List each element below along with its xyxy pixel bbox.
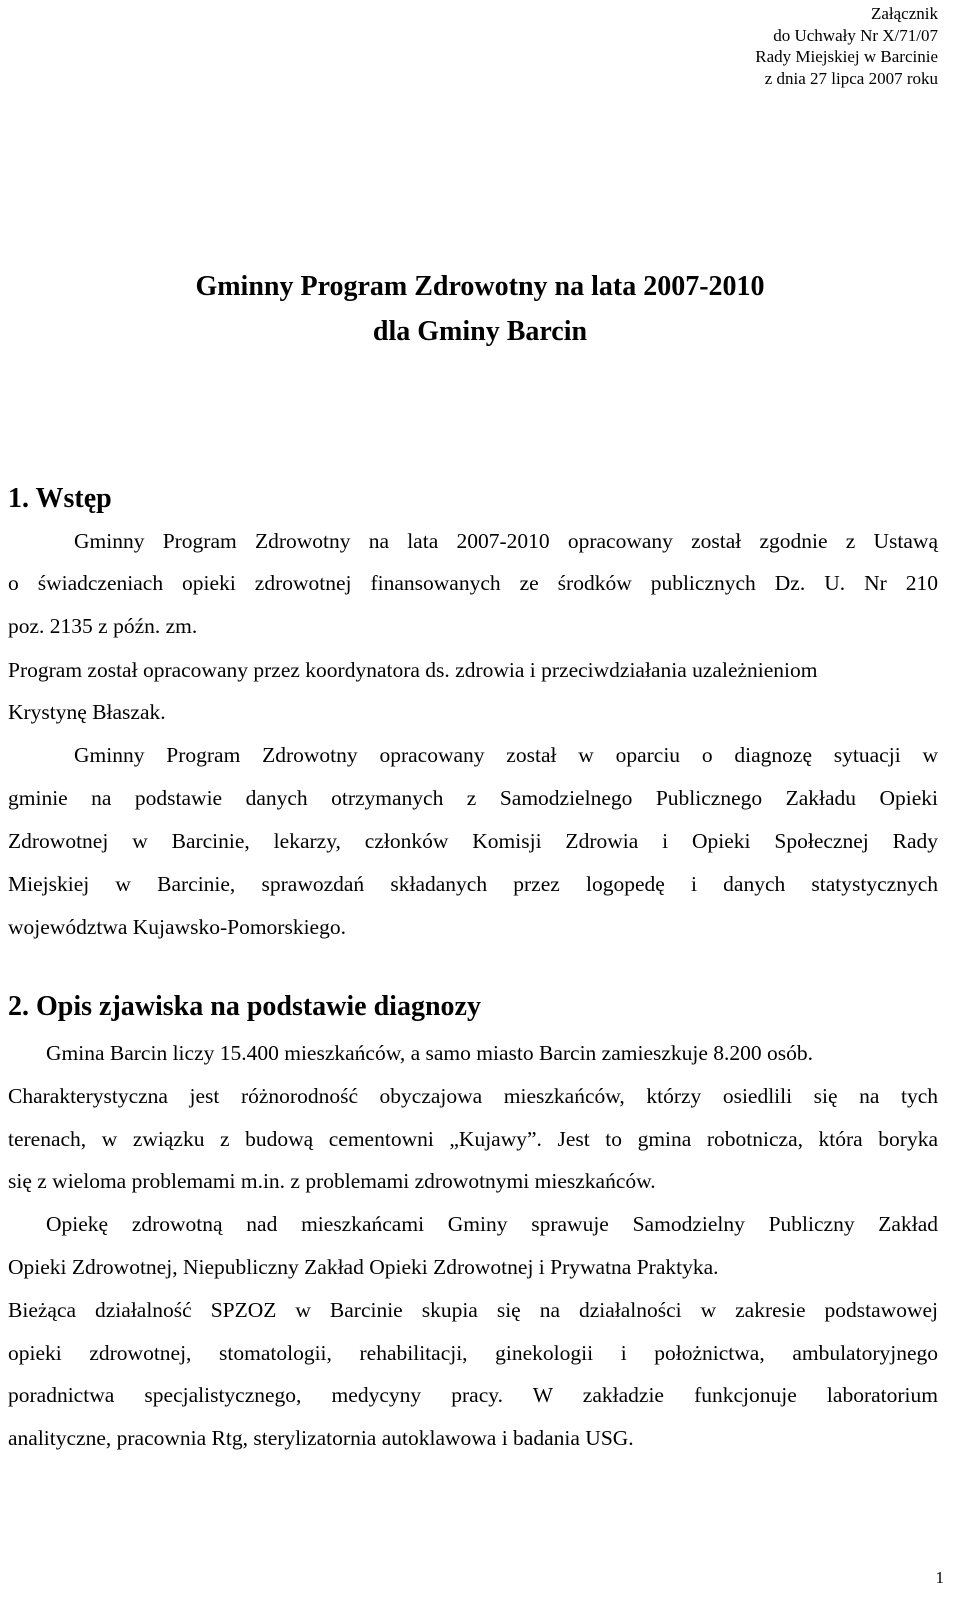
text-line: Opiekę zdrowotną nad mieszkańcami Gminy sprawuje Samodzielny Publiczny Zakład (46, 1212, 938, 1236)
page-number: 1 (935, 1568, 944, 1587)
attachment-header (755, 3, 938, 89)
text-line: gminie na podstawie danych otrzymanych z Samodzielnego Publicznego Zakładu Opieki (8, 786, 938, 810)
section-heading-diagnosis: 2. Opis zjawiska na podstawie diagnozy (8, 991, 481, 1022)
text-line: województwa Kujawsko-Pomorskiego. (8, 915, 346, 939)
text-line: Zdrowotnej w Barcinie, lekarzy, członków Komisji Zdrowia i Opieki Społecznej Rady (8, 829, 938, 853)
text-line: Miejskiej w Barcinie, sprawozdań składanych przez logopedę i danych statystycznych (8, 872, 938, 896)
section-heading-introduction: 1. Wstęp (8, 483, 112, 514)
text-line: Bieżąca działalność SPZOZ w Barcinie skupia się na działalności w zakresie podstawowej (8, 1298, 938, 1322)
text-line: terenach, w związku z budową cementowni „Kujawy”. Jest to gmina robotnicza, która boryka (8, 1127, 938, 1151)
text-line: Opieki Zdrowotnej, Niepubliczny Zakład Opieki Zdrowotnej i Prywatna Praktyka. (8, 1255, 719, 1279)
text-line: Program został opracowany przez koordynatora ds. zdrowia i przeciwdziałania uzależnieniom (8, 658, 818, 682)
text-line: analityczne, pracownia Rtg, sterylizatornia autoklawowa i badania USG. (8, 1426, 634, 1450)
text-line: o świadczeniach opieki zdrowotnej finansowanych ze środków publicznych Dz. U. Nr 210 (8, 571, 938, 595)
text-line: Gminny Program Zdrowotny na lata 2007-2010 opracowany został zgodnie z Ustawą (74, 529, 938, 553)
text-line: Gmina Barcin liczy 15.400 mieszkańców, a samo miasto Barcin zamieszkuje 8.200 osób. (46, 1041, 814, 1065)
attachment-line: do Uchwały Nr X/71/07 (773, 25, 938, 45)
text-line: Krystynę Błaszak. (8, 700, 166, 724)
text-line: Gminny Program Zdrowotny opracowany został w oparciu o diagnozę sytuacji w (74, 743, 938, 767)
attachment-line: Rady Miejskiej w Barcinie (755, 47, 938, 66)
text-line: poradnictwa specjalistycznego, medycyny pracy. W zakładzie funkcjonuje laboratorium (8, 1383, 938, 1407)
document-title (0, 264, 960, 354)
text-line: się z wieloma problemami m.in. z problemami zdrowotnymi mieszkańców. (8, 1169, 656, 1193)
attachment-line: z dnia 27 lipca 2007 roku (764, 68, 938, 88)
text-line: poz. 2135 z późn. zm. (8, 614, 198, 638)
attachment-line: Załącznik (870, 4, 938, 23)
title-line: Gminny Program Zdrowotny na lata 2007-2010 (195, 271, 765, 302)
text-line: opieki zdrowotnej, stomatologii, rehabilitacji, ginekologii i położnictwa, ambulatoryjnego (8, 1341, 938, 1365)
text-line: Charakterystyczna jest różnorodność obyczajowa mieszkańców, którzy osiedlili się na tych (8, 1084, 938, 1108)
title-line: dla Gminy Barcin (372, 316, 588, 347)
